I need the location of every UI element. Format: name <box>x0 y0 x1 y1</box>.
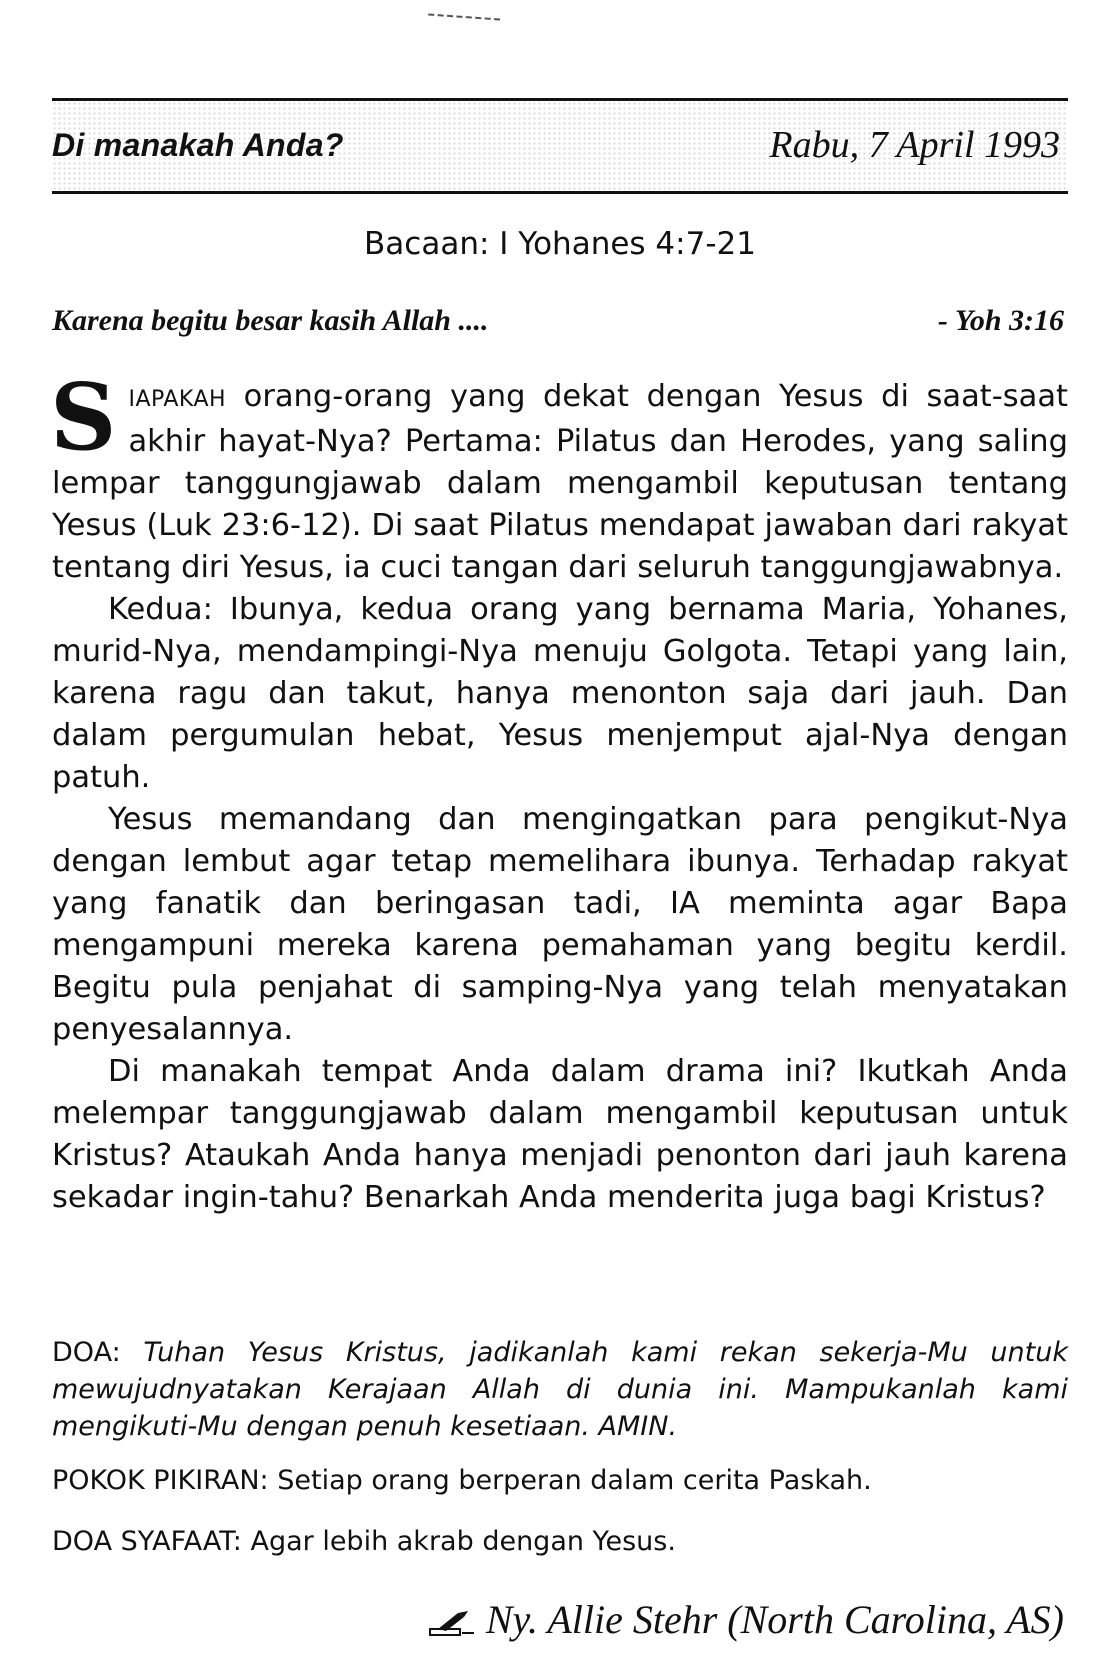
paragraph-2: Kedua: Ibunya, kedua orang yang bernama Maria, Yohanes, murid-Nya, mendampingi-Nya menuju Golgota. Tetapi yang lain, karena ragu dan takut, hanya menonton saja dari jauh. Dan dalam pergumulan hebat, Yesus menjemput ajal-Nya dengan patuh. <box>52 592 1068 795</box>
paragraph-1-text: orang-orang yang dekat dengan Yesus di saat-saat akhir hayat-Nya? Pertama: Pilatus dan Herodes, yang saling lempar tanggungjawab dalam mengambil keputusan tentang Yesus (Luk 23:6-12). Di saat Pilatus mendapat jawaban dari rakyat tentang diri Yesus, ia cuci tangan dari seluruh tanggungjawabnya. <box>52 379 1069 585</box>
reading-reference: Bacaan: I Yohanes 4:7-21 <box>364 226 756 262</box>
prayer-label: DOA: <box>52 1337 121 1368</box>
devotion-title: Di manakah Anda? <box>52 127 344 163</box>
author-signature <box>428 1596 1064 1643</box>
paragraph-3: Yesus memandang dan mengingatkan para pengikut-Nya dengan lembut agar tetap memelihara ibunya. Terhadap rakyat yang fanatik dan beringasan tadi, IA meminta agar Bapa mengampuni mereka karena pemahaman yang begitu kerdil. Begitu pula penjahat di samping-Nya yang telah menyatakan penyesalannya. <box>52 802 1068 1047</box>
prayer <box>52 1334 1068 1445</box>
devotion-body <box>50 363 1069 1219</box>
key-verse-text: Karena begitu besar kasih Allah .... <box>52 304 489 337</box>
prayer-text: Tuhan Yesus Kristus, jadikanlah kami rekan sekerja-Mu untuk mewujudnyatakan Kerajaan Allah di dunia ini. Mampukanlah kami mengikuti-Mu dengan penuh kesetiaan. AMIN. <box>52 1337 1068 1442</box>
opening-smallcaps: IAPAKAH <box>128 387 227 412</box>
devotion-date: Rabu, 7 April 1993 <box>769 124 1060 166</box>
paragraph-4: Di manakah tempat Anda dalam drama ini? Ikutkah Anda melempar tanggungjawab dalam mengambil keputusan untuk Kristus? Ataukah Anda hanya menjadi penonton dari jauh karena sekadar ingin-tahu? Benarkah Anda menderita juga bagi Kristus? <box>52 1054 1068 1215</box>
stray-mark <box>428 13 500 24</box>
header-band <box>52 98 1068 194</box>
key-verse-reference: - Yoh 3:16 <box>937 304 1064 337</box>
key-thought: POKOK PIKIRAN: Setiap orang berperan dalam cerita Paskah. <box>52 1465 872 1496</box>
author-name: Ny. Allie Stehr (North Carolina, AS) <box>485 1597 1064 1642</box>
paragraph-1 <box>50 363 1069 589</box>
writing-hand-icon <box>428 1609 476 1639</box>
key-verse <box>52 304 1068 344</box>
intercession: DOA SYAFAAT: Agar lebih akrab dengan Yesus. <box>52 1526 676 1557</box>
drop-cap: S <box>50 363 117 471</box>
